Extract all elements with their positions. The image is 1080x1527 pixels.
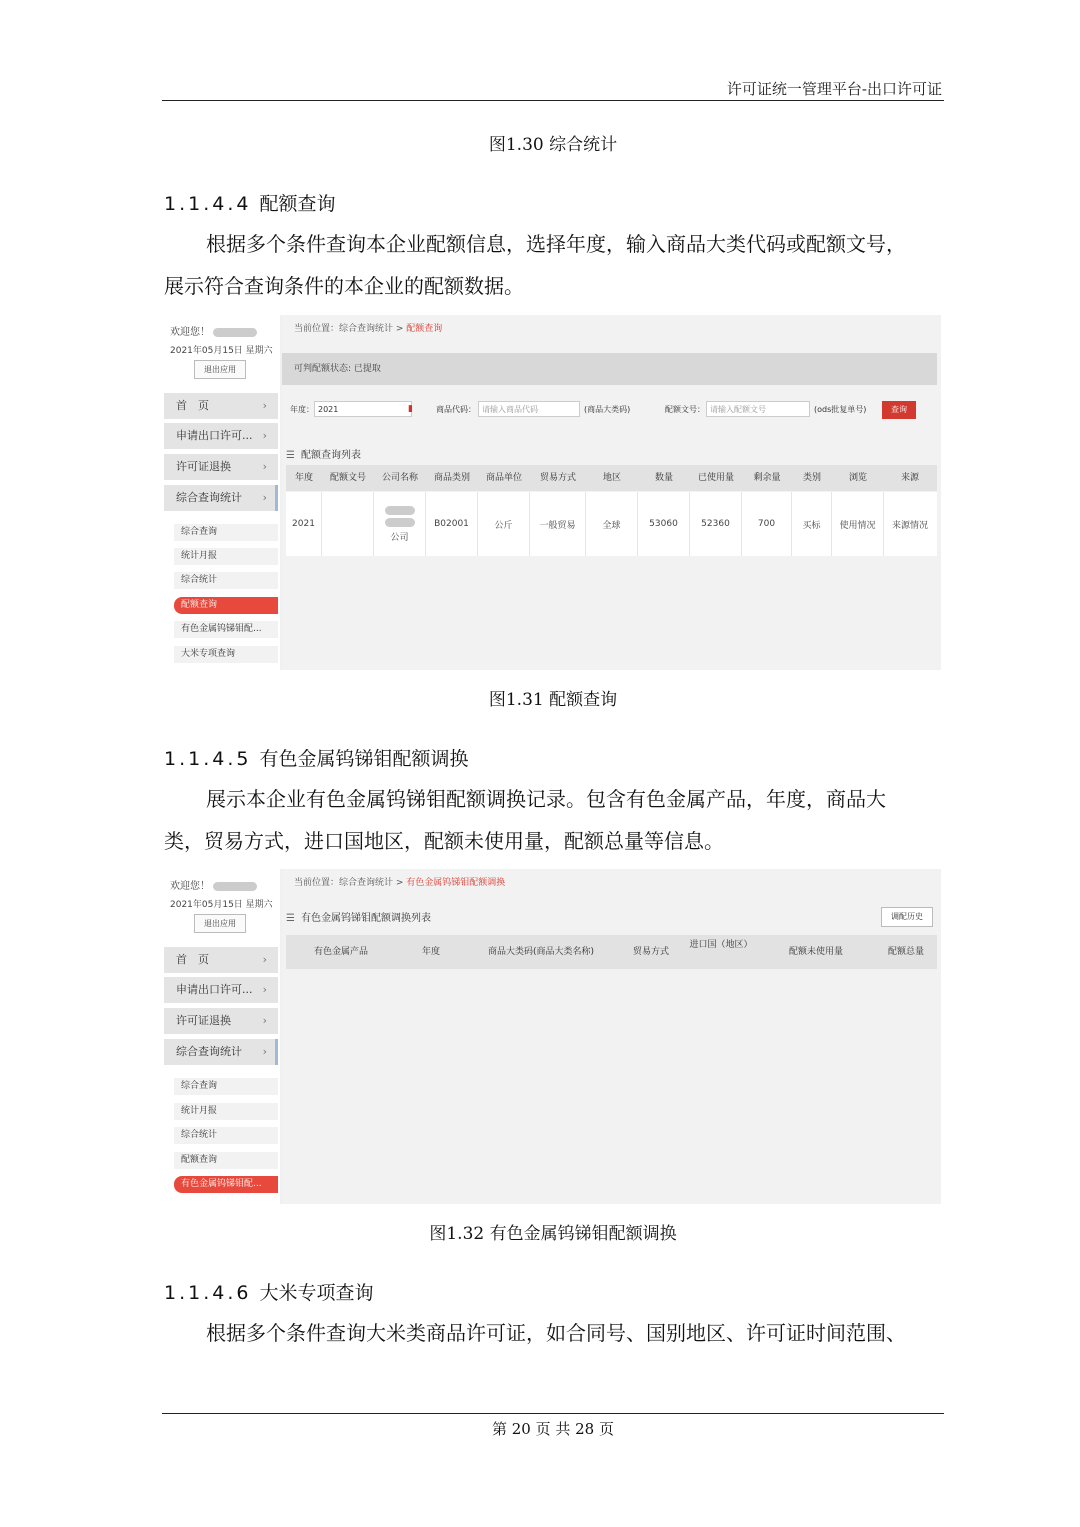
table-cell: B02001 <box>426 492 478 556</box>
list-title: ☰ 有色金属钨锑钼配额调换列表 <box>286 913 431 924</box>
chevron-right-icon: › <box>262 1045 267 1058</box>
footer-rule <box>162 1413 944 1414</box>
para-line: 展示符合查询条件的本企业的配额数据。 <box>164 274 524 298</box>
column-header: 已使用量 <box>697 473 734 483</box>
table-cell: 一般贸易 <box>530 492 586 556</box>
column-header: 数量 <box>654 473 673 483</box>
section-title: 配额查询 <box>259 193 336 215</box>
nav-query-stats[interactable]: 综合查询统计 › <box>164 485 278 511</box>
main-panel <box>282 315 941 670</box>
subnav-monthly-report[interactable]: 统计月报 <box>174 1103 278 1120</box>
chevron-right-icon: › <box>262 1014 267 1027</box>
figure-caption-1-32: 图1.32 有色金属钨锑钼配额调换 <box>429 1224 677 1244</box>
table-cell <box>322 492 374 556</box>
history-button[interactable]: 调配历史 <box>881 907 933 927</box>
breadcrumb: 当前位置：综合查询统计 > 配额查询 <box>294 324 443 334</box>
nav-query-stats[interactable]: 综合查询统计 › <box>164 1039 278 1065</box>
date-text: 2021年05月15日 星期六 <box>170 900 273 910</box>
exit-button[interactable]: 退出应用 <box>194 360 246 379</box>
figure-caption-1-30: 图1.30 综合统计 <box>488 135 618 155</box>
main-panel <box>282 869 941 1204</box>
subnav-comprehensive-query[interactable]: 综合查询 <box>174 524 278 541</box>
subnav-comprehensive-stats[interactable]: 综合统计 <box>174 572 278 589</box>
para-line: 类，贸易方式，进口国地区，配额未使用量，配额总量等信息。 <box>164 829 724 853</box>
subnav-comprehensive-stats[interactable]: 综合统计 <box>174 1127 278 1144</box>
blurred-username <box>213 882 257 891</box>
welcome-text: 欢迎您！ <box>170 323 257 338</box>
chevron-right-icon: › <box>262 460 267 473</box>
column-header: 年度 <box>421 947 440 957</box>
column-header: 进口国（地区） <box>689 940 753 950</box>
date-text: 2021年05月15日 星期六 <box>170 346 273 356</box>
table-cell: 买标 <box>792 492 832 556</box>
table-cell: 2021 <box>286 492 322 556</box>
breadcrumb-current[interactable]: 配额查询 <box>406 324 443 334</box>
column-header: 贸易方式 <box>539 473 576 483</box>
doc-label: 配额文号： <box>665 405 705 414</box>
subnav-nonferrous-quota[interactable]: 有色金属钨锑钼配... <box>174 621 278 638</box>
para-line: 根据多个条件查询本企业配额信息，选择年度，输入商品大类代码或配额文号， <box>206 232 906 256</box>
section-heading-1146 <box>164 1278 374 1305</box>
table-header <box>286 935 937 969</box>
subnav-nonferrous-quota[interactable]: 有色金属钨锑钼配... <box>174 1176 278 1193</box>
figure-caption-1-31: 图1.31 配额查询 <box>488 690 618 710</box>
column-header: 有色金属产品 <box>313 947 368 957</box>
nav-license-return[interactable]: 许可证退换 › <box>164 454 278 480</box>
code-input[interactable]: 请输入商品代码 <box>478 401 580 417</box>
nav-apply-export[interactable]: 申请出口许可... › <box>164 977 278 1003</box>
year-label: 年度： <box>290 405 314 414</box>
table-row <box>286 492 937 556</box>
nav-home[interactable]: 首 页 › <box>164 947 278 973</box>
paragraph-1144 <box>164 223 944 307</box>
quota-status-bar: 可判配额状态: 已提取 <box>282 353 937 385</box>
paragraph-1145 <box>164 778 944 862</box>
column-header: 商品大类码(商品大类名称) <box>487 947 595 957</box>
subnav-quota-query[interactable]: 配额查询 <box>174 1152 278 1169</box>
para-line: 展示本企业有色金属钨锑钼配额调换记录。包含有色金属产品，年度，商品大 <box>206 787 886 811</box>
breadcrumb: 当前位置：综合查询统计 > 有色金属钨锑钼配额调换 <box>294 878 506 888</box>
section-heading-1144 <box>164 189 336 216</box>
chevron-right-icon: › <box>262 953 267 966</box>
column-header: 来源 <box>900 473 919 483</box>
table-header <box>286 465 937 491</box>
table-cell: 公斤 <box>478 492 530 556</box>
exit-button[interactable]: 退出应用 <box>194 914 246 933</box>
column-header: 剩余量 <box>753 473 781 483</box>
column-header: 配额总量 <box>887 947 924 957</box>
column-header: 公司名称 <box>381 473 418 483</box>
page-header: 许可证统一管理平台-出口许可证 <box>726 80 942 98</box>
nav-license-return[interactable]: 许可证退换 › <box>164 1008 278 1034</box>
column-header: 浏览 <box>848 473 867 483</box>
list-icon: ☰ <box>286 450 295 461</box>
list-icon: ☰ <box>286 913 295 924</box>
table-cell: 700 <box>742 492 792 556</box>
breadcrumb-current[interactable]: 有色金属钨锑钼配额调换 <box>406 878 506 888</box>
nav-apply-export[interactable]: 申请出口许可... › <box>164 423 278 449</box>
chevron-right-icon: › <box>262 399 267 412</box>
column-header: 商品类别 <box>433 473 470 483</box>
header-rule <box>162 100 944 101</box>
section-title: 有色金属钨锑钼配额调换 <box>259 748 469 770</box>
page-number: 第 20 页 共 28 页 <box>491 1420 614 1438</box>
section-number: 1.1.4.4 <box>164 193 252 215</box>
blurred-username <box>213 328 257 337</box>
code-note: (商品大类码) <box>584 405 631 414</box>
sidebar <box>164 869 280 1204</box>
query-button[interactable]: 查询 <box>882 401 916 419</box>
subnav-quota-query[interactable]: 配额查询 <box>174 597 278 614</box>
table-cell: 全球 <box>586 492 638 556</box>
subnav-monthly-report[interactable]: 统计月报 <box>174 548 278 565</box>
doc-input[interactable]: 请输入配额文号 <box>706 401 810 417</box>
table-cell: 53060 <box>638 492 690 556</box>
section-number: 1.1.4.6 <box>164 1282 252 1304</box>
subnav-rice-query[interactable]: 大米专项查询 <box>174 646 278 663</box>
paragraph-1146 <box>164 1312 944 1354</box>
screenshot-nonferrous-quota <box>164 869 941 1204</box>
blurred-company-name <box>385 506 415 515</box>
code-label: 商品代码： <box>436 405 476 414</box>
chevron-right-icon: › <box>262 983 267 996</box>
section-heading-1145 <box>164 744 469 771</box>
column-header: 配额未使用量 <box>788 947 843 957</box>
year-select[interactable]: 2021 <box>314 401 412 417</box>
blurred-company-name <box>385 518 415 527</box>
filter-bar <box>282 399 937 423</box>
column-header: 贸易方式 <box>632 947 669 957</box>
welcome-text: 欢迎您！ <box>170 877 257 892</box>
column-header: 商品单位 <box>485 473 522 483</box>
table-cell: 52360 <box>690 492 742 556</box>
doc-note: (ods批复单号) <box>814 405 867 414</box>
calendar-icon[interactable]: ▮ <box>408 404 413 414</box>
list-title: ☰ 配额查询列表 <box>286 450 361 461</box>
column-header: 年度 <box>294 473 313 483</box>
section-number: 1.1.4.5 <box>164 748 252 770</box>
column-header: 地区 <box>602 473 621 483</box>
table-cell-company: 公司 <box>374 492 426 556</box>
chevron-right-icon: › <box>262 491 267 504</box>
nav-home[interactable]: 首 页 › <box>164 393 278 419</box>
column-header: 配额文号 <box>329 473 366 483</box>
para-line: 根据多个条件查询大米类商品许可证，如合同号、国别地区、许可证时间范围、 <box>206 1321 906 1345</box>
usage-link[interactable]: 使用情况 <box>832 492 884 556</box>
source-link[interactable]: 来源情况 <box>891 520 928 531</box>
chevron-right-icon: › <box>262 429 267 442</box>
sidebar <box>164 315 280 670</box>
subnav-comprehensive-query[interactable]: 综合查询 <box>174 1078 278 1095</box>
section-title: 大米专项查询 <box>259 1282 374 1304</box>
column-header: 类别 <box>802 473 821 483</box>
screenshot-quota-query <box>164 315 941 670</box>
